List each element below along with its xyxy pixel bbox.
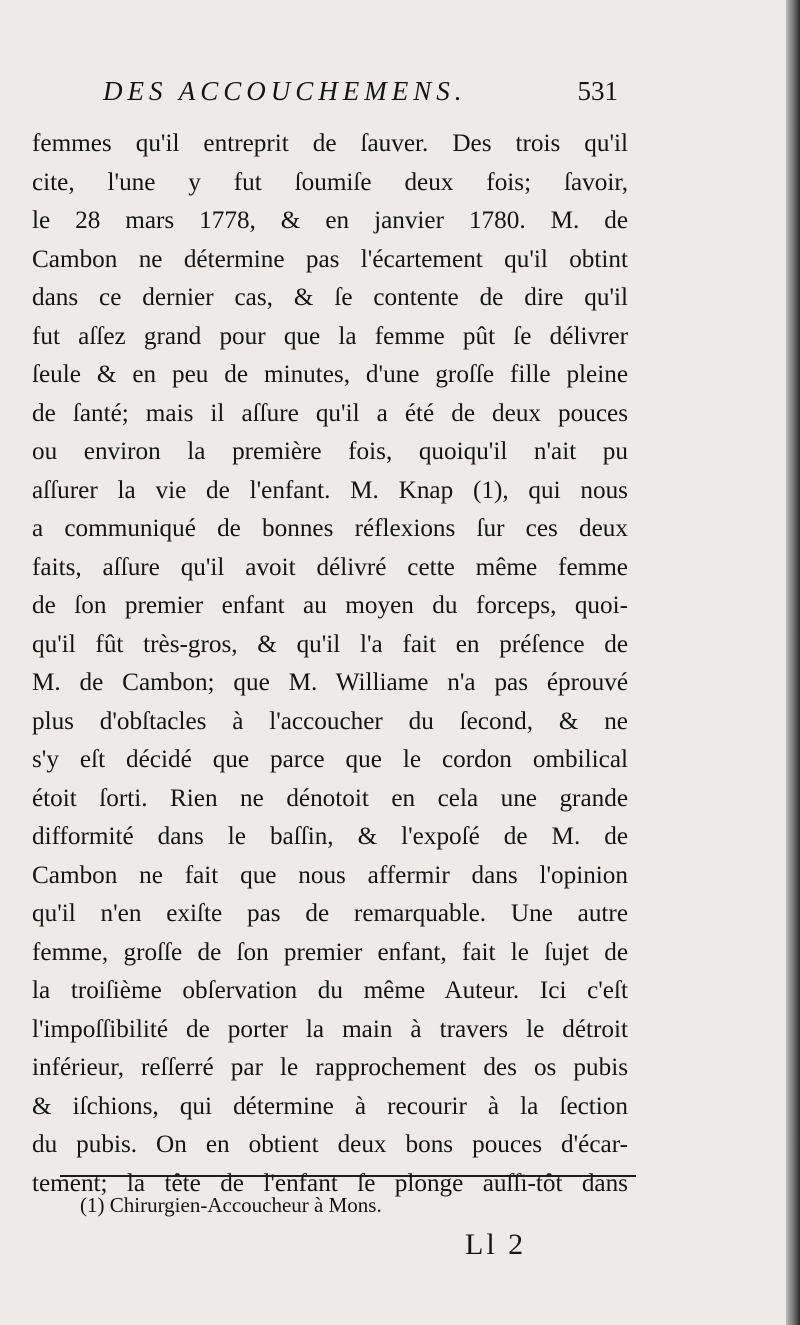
text-line: ſeule & en peu de minutes, d'une groſſe fille pleine	[32, 361, 628, 388]
body-text	[32, 125, 628, 1203]
text-line: s'y eſt décidé que parce que le cordon ombilical	[32, 746, 628, 773]
text-line: femme, groſſe de ſon premier enfant, fait le ſujet de	[32, 938, 628, 966]
text-line: le 28 mars 1778, & en janvier 1780. M. de	[32, 207, 628, 234]
page-header	[103, 76, 618, 110]
text-line: du pubis. On en obtient deux bons pouces d'écar-	[32, 1131, 628, 1158]
text-line: faits, aſſure qu'il avoit délivré cette même femme	[32, 553, 628, 581]
text-line: & iſchions, qui détermine à recourir à la ſection	[32, 1092, 628, 1120]
text-line: la troiſième obſervation du même Auteur. Ici c'eſt	[32, 977, 628, 1004]
text-line: tement; la tête de l'enfant ſe plonge auſſi-tôt dans	[32, 1169, 628, 1197]
text-line: a communiqué de bonnes réflexions ſur ces deux	[32, 515, 628, 542]
text-line: plus d'obſtacles à l'accoucher du ſecond, & ne	[32, 707, 628, 735]
text-line: de ſanté; mais il aſſure qu'il a été de deux pouces	[32, 399, 628, 427]
text-line: fut aſſez grand pour que la femme pût ſe délivrer	[32, 322, 628, 350]
text-line: Cambon ne fait que nous affermir dans l'opinion	[32, 861, 628, 889]
text-line: difformité dans le baſſin, & l'expoſé de M. de	[32, 823, 628, 850]
running-head: DES ACCOUCHEMENS.	[103, 76, 467, 106]
text-line: inférieur, reſſerré par le rapprochement des os pubis	[32, 1054, 628, 1081]
text-line: cite, l'une y fut ſoumiſe deux fois; ſavoir,	[32, 168, 628, 196]
text-line: ou environ la première fois, quoiqu'il n'ait pu	[32, 438, 628, 465]
text-line: dans ce dernier cas, & ſe contente de dire qu'il	[32, 284, 628, 311]
text-line: qu'il n'en exiſte pas de remarquable. Une autre	[32, 900, 628, 927]
footnote: (1) Chirurgien-Accoucheur à Mons.	[80, 1193, 382, 1217]
text-line: aſſurer la vie de l'enfant. M. Knap (1), qui nous	[32, 476, 628, 504]
signature-mark: Ll 2	[465, 1228, 527, 1261]
text-line: qu'il fût très-gros, & qu'il l'a fait en préſence de	[32, 630, 628, 658]
text-line: l'impoſſibilité de porter la main à travers le détroit	[32, 1015, 628, 1043]
footnote-rule	[60, 1175, 636, 1177]
text-line: M. de Cambon; que M. Williame n'a pas éprouvé	[32, 669, 628, 696]
text-line: Cambon ne détermine pas l'écartement qu'il obtint	[32, 245, 628, 273]
page-number: 531	[577, 76, 618, 106]
text-line: étoit ſorti. Rien ne dénotoit en cela une grande	[32, 784, 628, 812]
text-line: de ſon premier enfant au moyen du forceps, quoi-	[32, 592, 628, 619]
text-line: femmes qu'il entreprit de ſauver. Des trois qu'il	[32, 130, 628, 157]
page-edge-shadow	[786, 0, 800, 1325]
